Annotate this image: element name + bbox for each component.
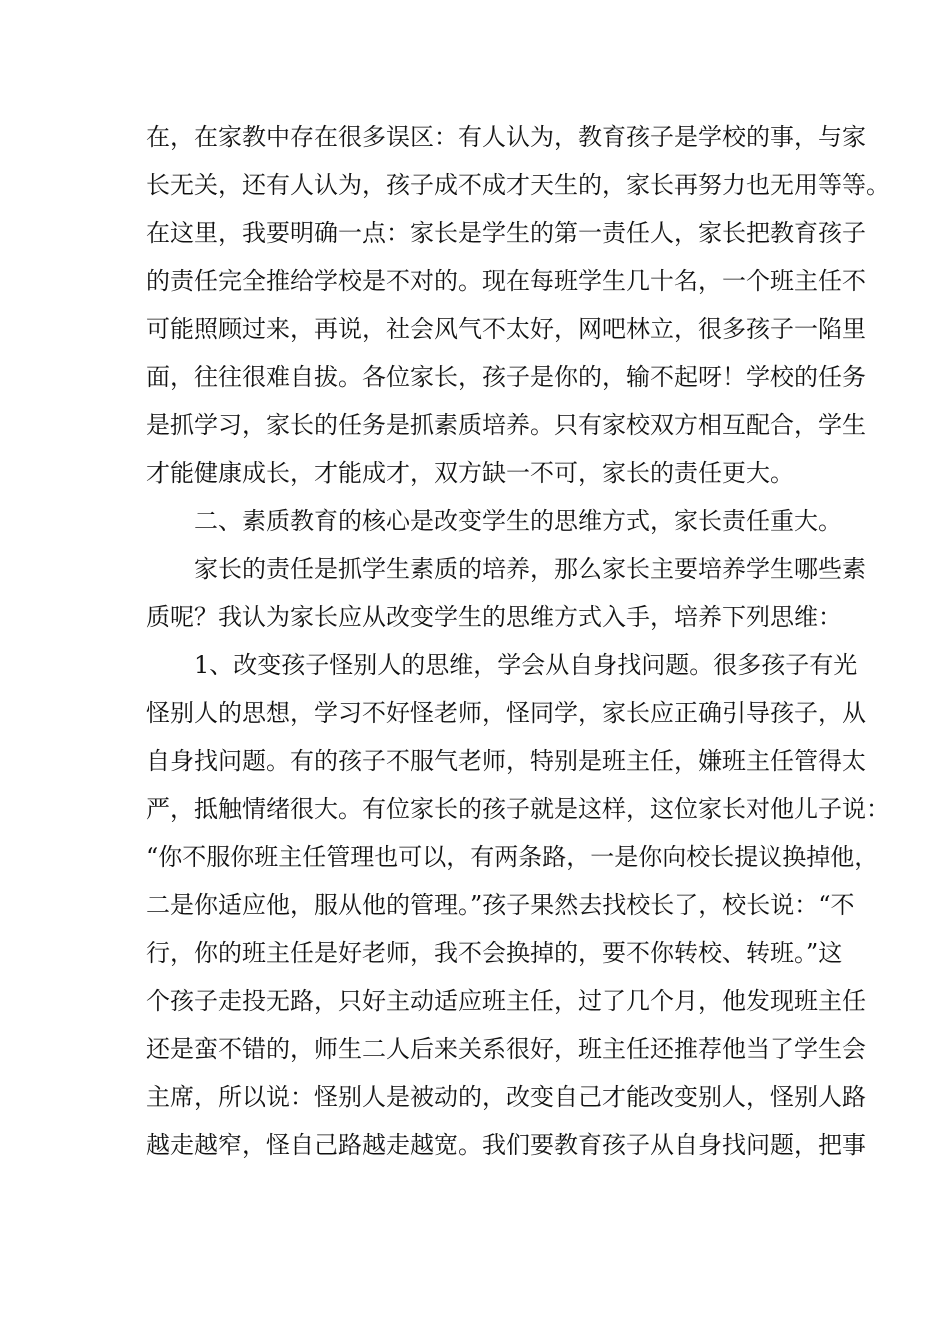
text-line: 质呢？我认为家长应从改变学生的思维方式入手，培养下列思维： xyxy=(146,603,842,631)
text-line: 是抓学习，家长的任务是抓素质培养。只有家校双方相互配合，学生 xyxy=(146,411,866,439)
text-line: 严，抵触情绪很大。有位家长的孩子就是这样，这位家长对他儿子说： xyxy=(146,795,890,823)
text-line: 主席，所以说：怪别人是被动的，改变自己才能改变别人，怪别人路 xyxy=(146,1083,866,1111)
text-line: 的责任完全推给学校是不对的。现在每班学生几十名，一个班主任不 xyxy=(146,267,866,295)
text-line: 面，往往很难自拔。各位家长，孩子是你的，输不起呀！学校的任务 xyxy=(146,363,866,391)
text-line: 还是蛮不错的，师生二人后来关系很好，班主任还推荐他当了学生会 xyxy=(146,1035,866,1063)
text-line: 二、素质教育的核心是改变学生的思维方式，家长责任重大。 xyxy=(194,507,842,535)
text-line: 个孩子走投无路，只好主动适应班主任，过了几个月，他发现班主任 xyxy=(146,987,866,1015)
text-line: 在这里，我要明确一点：家长是学生的第一责任人，家长把教育孩子 xyxy=(146,219,866,247)
text-line: 行，你的班主任是好老师，我不会换掉的，要不你转校、转班。”这 xyxy=(146,939,843,967)
text-line: 才能健康成长，才能成才，双方缺一不可，家长的责任更大。 xyxy=(146,459,794,487)
document-body xyxy=(146,113,890,1169)
text-line: 怪别人的思想，学习不好怪老师，怪同学，家长应正确引导孩子，从 xyxy=(146,699,866,727)
text-line: 在，在家教中存在很多误区：有人认为，教育孩子是学校的事，与家 xyxy=(146,123,866,151)
text-line: 可能照顾过来，再说，社会风气不太好，网吧林立，很多孩子一陷里 xyxy=(146,315,866,343)
text-line: 家长的责任是抓学生素质的培养，那么家长主要培养学生哪些素 xyxy=(194,555,866,583)
text-line: 1、改变孩子怪别人的思维，学会从自身找问题。很多孩子有光 xyxy=(194,651,858,679)
text-line: “你不服你班主任管理也可以，有两条路，一是你向校长提议换掉他， xyxy=(146,843,879,871)
text-line: 自身找问题。有的孩子不服气老师，特别是班主任，嫌班主任管得太 xyxy=(146,747,866,775)
text-line: 二是你适应他，服从他的管理。”孩子果然去找校长了，校长说：“不 xyxy=(146,891,855,919)
text-line: 长无关，还有人认为，孩子成不成才天生的，家长再努力也无用等等。 xyxy=(146,171,890,199)
text-line: 越走越窄，怪自己路越走越宽。我们要教育孩子从自身找问题，把事 xyxy=(146,1131,866,1159)
